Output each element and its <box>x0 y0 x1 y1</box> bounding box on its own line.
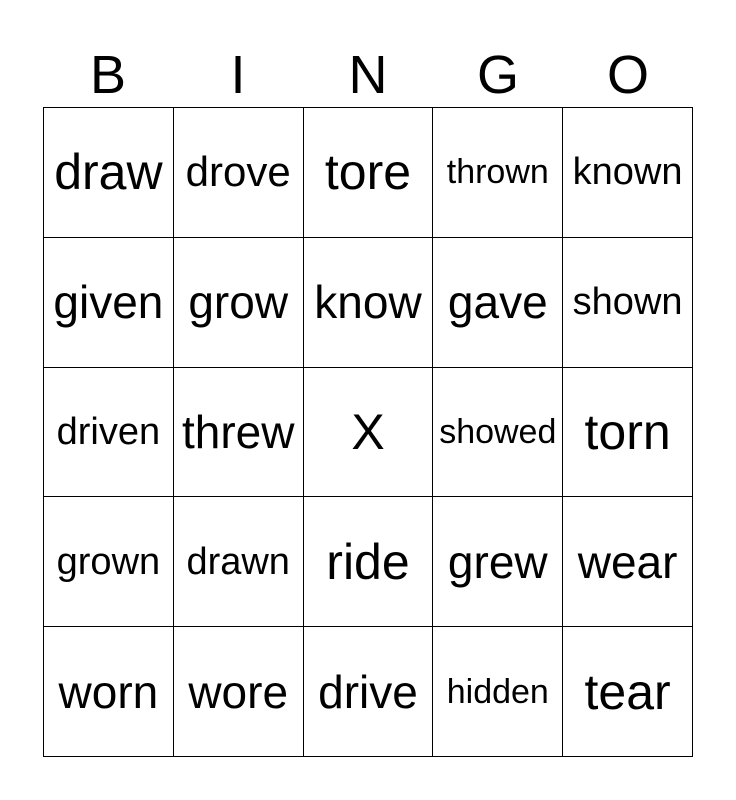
bingo-cell-r4-c2[interactable]: drive <box>304 627 434 757</box>
bingo-cell-r2-c4[interactable]: torn <box>563 368 693 498</box>
bingo-cell-r4-c1[interactable]: wore <box>174 627 304 757</box>
bingo-cell-r4-c3[interactable]: hidden <box>433 627 563 757</box>
bingo-cell-r1-c0[interactable]: given <box>44 238 174 368</box>
header-letter-b: B <box>89 45 127 105</box>
bingo-cell-r0-c0[interactable]: draw <box>44 108 174 238</box>
bingo-cell-r4-c0[interactable]: worn <box>44 627 174 757</box>
bingo-cell-r1-c4[interactable]: shown <box>563 238 693 368</box>
bingo-cell-r3-c1[interactable]: drawn <box>174 497 304 627</box>
bingo-cell-r0-c4[interactable]: known <box>563 108 693 238</box>
bingo-cell-r2-c0[interactable]: driven <box>44 368 174 498</box>
bingo-cell-r0-c3[interactable]: thrown <box>433 108 563 238</box>
bingo-cell-r0-c2[interactable]: tore <box>304 108 434 238</box>
bingo-cell-r0-c1[interactable]: drove <box>174 108 304 238</box>
bingo-header <box>43 44 693 106</box>
header-letter-i: I <box>230 45 246 105</box>
header-letter-o: O <box>606 45 649 105</box>
header-letter-n: N <box>348 45 388 105</box>
bingo-cell-r2-c1[interactable]: threw <box>174 368 304 498</box>
bingo-cell-r3-c3[interactable]: grew <box>433 497 563 627</box>
bingo-cell-r4-c4[interactable]: tear <box>563 627 693 757</box>
bingo-board <box>43 107 693 757</box>
bingo-cell-r1-c1[interactable]: grow <box>174 238 304 368</box>
bingo-cell-r1-c3[interactable]: gave <box>433 238 563 368</box>
header-letter-g: G <box>476 45 519 105</box>
bingo-cell-r2-c3[interactable]: showed <box>433 368 563 498</box>
bingo-cell-r3-c2[interactable]: ride <box>304 497 434 627</box>
bingo-cell-r2-c2-free-space[interactable]: X <box>304 368 434 498</box>
bingo-cell-r3-c4[interactable]: wear <box>563 497 693 627</box>
bingo-cell-r1-c2[interactable]: know <box>304 238 434 368</box>
bingo-cell-r3-c0[interactable]: grown <box>44 497 174 627</box>
